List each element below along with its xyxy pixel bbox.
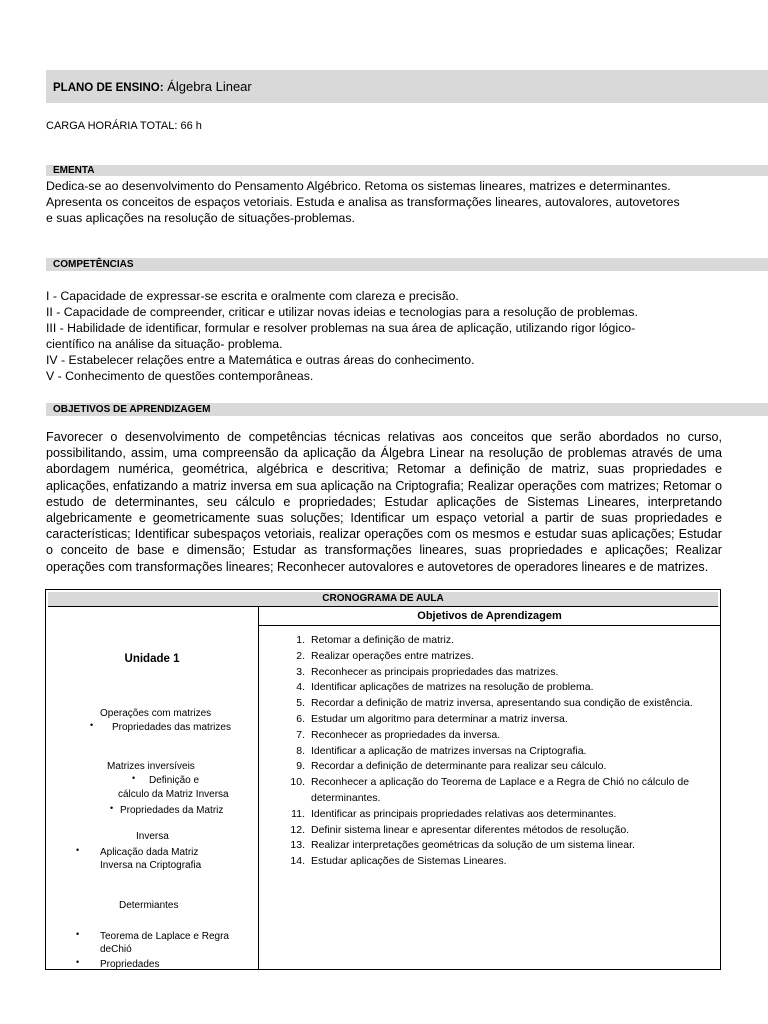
list-item xyxy=(283,649,703,665)
list-text: Reconhecer as propriedades da inversa. xyxy=(311,728,501,741)
topic-calculo: cálculo da Matriz Inversa xyxy=(118,789,229,800)
list-number: 13. xyxy=(290,839,305,852)
bullet-icon: • xyxy=(76,929,80,939)
list-text: Identificar a aplicação de matrizes inversas na Criptografia. xyxy=(311,744,587,757)
cronograma-title: CRONOGRAMA DE AULA xyxy=(48,592,718,607)
list-text: Recordar a definição de determinante para realizar seu cálculo. xyxy=(311,760,607,773)
objetivos-column-header: Objetivos de Aprendizagem xyxy=(259,607,720,626)
list-text: Estudar aplicações de Sistemas Lineares. xyxy=(311,855,507,868)
bullet-icon: • xyxy=(76,845,80,855)
plan-title-bar xyxy=(46,70,768,103)
list-number: 2. xyxy=(296,649,305,662)
list-text: Reconhecer as principais propriedades das matrizes. xyxy=(311,665,559,678)
ementa-heading: EMENTA xyxy=(53,165,95,176)
topic-aplicacao-1: Aplicação dada Matriz xyxy=(100,847,199,858)
list-item xyxy=(283,680,703,696)
bullet-icon: • xyxy=(90,720,94,730)
ementa-line: Dedica-se ao desenvolvimento do Pensamento Algébrico. Retoma os sistemas lineares, matrizes e determinantes. xyxy=(46,179,671,193)
topic-operacoes: Operações com matrizes xyxy=(100,708,212,719)
topic-teorema-2: deChió xyxy=(100,944,132,955)
ementa-bar xyxy=(46,165,768,176)
bullet-icon: • xyxy=(110,803,114,813)
competencia-item: III - Habilidade de identificar, formular e resolver problemas na sua área de aplicação, utilizando rigor lógico- xyxy=(46,321,636,335)
list-item xyxy=(283,744,703,760)
list-number: 12. xyxy=(290,823,305,836)
list-item xyxy=(283,807,703,823)
unidade-column xyxy=(46,607,259,969)
bullet-icon: • xyxy=(76,957,80,967)
list-item xyxy=(283,696,703,712)
list-number: 6. xyxy=(296,712,305,725)
competencia-item: V - Conhecimento de questões contemporâneas. xyxy=(46,369,314,383)
list-item xyxy=(283,633,703,649)
plan-title-value: Álgebra Linear xyxy=(167,79,252,94)
ementa-line: e suas aplicações na resolução de situações-problemas. xyxy=(46,211,355,225)
list-text: Realizar operações entre matrizes. xyxy=(311,649,474,662)
objetivos-heading: OBJETIVOS DE APRENDIZAGEM xyxy=(53,404,211,415)
cronograma-table xyxy=(45,589,721,970)
list-number: 9. xyxy=(296,760,305,773)
topic-inversiveis: Matrizes inversíveis xyxy=(107,761,195,772)
list-item xyxy=(283,665,703,681)
competencia-item: I - Capacidade de expressar-se escrita e oralmente com clareza e precisão. xyxy=(46,289,459,303)
topic-propriedades: Propriedades das matrizes xyxy=(112,722,231,733)
list-number: 5. xyxy=(296,697,305,710)
list-text: Definir sistema linear e apresentar diferentes métodos de resolução. xyxy=(311,823,630,836)
list-text: Recordar a definição de matriz inversa, apresentando sua condição de existência. xyxy=(311,697,693,710)
topic-inversa: Inversa xyxy=(136,831,169,842)
topic-definicao: Definição e xyxy=(149,775,200,786)
plan-title-label: PLANO DE ENSINO: xyxy=(53,82,164,94)
list-number: 3. xyxy=(296,665,305,678)
plan-title xyxy=(53,79,252,94)
list-number: 7. xyxy=(296,728,305,741)
list-item xyxy=(283,712,703,728)
list-text: Realizar interpretações geométricas da solução de um sistema linear. xyxy=(311,839,635,852)
topic-teorema-1: Teorema de Laplace e Regra xyxy=(100,931,229,942)
objetivos-paragraph: Favorecer o desenvolvimento de competências técnicas relativas aos conceitos que serão abordados no curso, possibilitando, assim, uma compreensão da aplicação da Álgebra Linear na resolução de problemas através de uma abordagem numérica, geométrica, algébrica e descritiva; Retomar a definição de matriz, suas propriedades e aplicações, enfatizando a matriz inversa em sua aplicação na Criptografia; Realizar operações com matrizes; Retomar o estudo de determinantes, seu cálculo e propriedades; Estudar aplicações de Sistemas Lineares, interpretando algebricamente e geometricamente suas soluções; Identificar um espaço vetorial a partir de suas propriedades e características; Identificar subespaços vetoriais, realizar operações com os mesmos e estudar suas aplicações; Estudar o conceito de base e dimensão; Estudar as transformações lineares, suas propriedades e aplicações; Realizar operações com transformações lineares; Reconhecer autovalores e autovetores de operadores lineares e de matrizes. xyxy=(46,430,722,574)
objetivos-bar xyxy=(46,403,768,416)
list-number: 4. xyxy=(296,681,305,694)
ementa-body xyxy=(46,178,768,226)
topic-aplicacao-2: Inversa na Criptografia xyxy=(100,860,202,871)
competencia-item: II - Capacidade de compreender, criticar e utilizar novas ideias e tecnologias para a resolução de problemas. xyxy=(46,305,638,319)
list-item xyxy=(283,728,703,744)
ementa-line: Apresenta os conceitos de espaços vetoriais. Estuda e analisa as transformações lineares, autovalores, autovetores xyxy=(46,195,680,209)
list-number: 1. xyxy=(296,634,305,646)
workload-text: CARGA HORÁRIA TOTAL: 66 h xyxy=(46,120,202,132)
list-number: 11. xyxy=(291,807,305,820)
bullet-icon: • xyxy=(132,773,136,783)
competencias-list xyxy=(46,288,768,384)
list-text: Estudar um algoritmo para determinar a matriz inversa. xyxy=(311,712,568,725)
list-text: Retomar a definição de matriz. xyxy=(311,634,454,646)
list-number: 10. xyxy=(290,776,305,789)
competencias-heading: COMPETÊNCIAS xyxy=(53,259,134,270)
list-number: 8. xyxy=(296,744,305,757)
list-item xyxy=(283,775,703,807)
competencia-item: IV - Estabelecer relações entre a Matemática e outras áreas do conhecimento. xyxy=(46,353,475,367)
objetivos-ordered-list xyxy=(283,633,703,870)
list-item xyxy=(283,823,703,839)
topic-propriedades-matriz: Propriedades da Matriz xyxy=(120,805,224,816)
list-text: Reconhecer a aplicação do Teorema de Laplace e a Regra de Chió no cálculo de determinantes. xyxy=(311,776,690,804)
list-text: Identificar aplicações de matrizes na resolução de problema. xyxy=(311,681,594,694)
objetivos-column xyxy=(259,607,720,969)
list-text: Identificar as principais propriedades relativas aos determinantes. xyxy=(311,807,617,820)
topic-determinantes: Determiantes xyxy=(119,900,179,911)
list-item xyxy=(283,838,703,854)
competencia-item: científico na análise da situação- problema. xyxy=(46,337,283,351)
objetivos-body xyxy=(46,429,722,575)
list-item xyxy=(283,854,703,870)
unidade-title: Unidade 1 xyxy=(124,653,180,665)
competencias-bar xyxy=(46,258,768,271)
topic-propriedades-det: Propriedades xyxy=(100,959,160,970)
list-number: 14. xyxy=(290,855,305,868)
list-item xyxy=(283,759,703,775)
